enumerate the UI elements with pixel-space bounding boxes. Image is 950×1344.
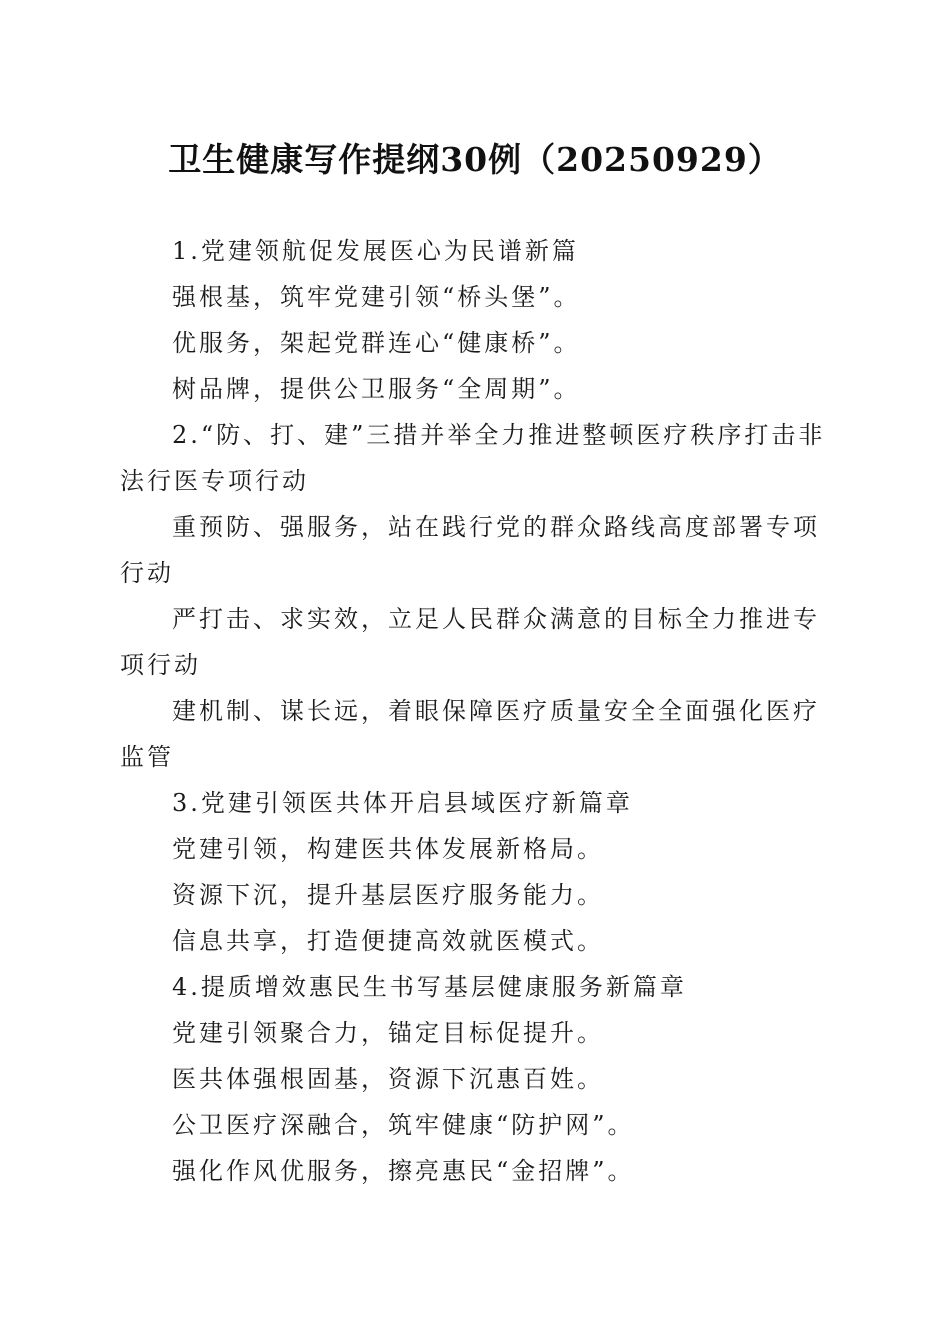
document-title: 卫生健康写作提纲30例（20250929） bbox=[168, 140, 782, 179]
paragraph: 树品牌，提供公卫服务“全周期”。 bbox=[172, 375, 581, 403]
paragraph: 重预防、强服务，站在践行党的群众路线高度部署专项行动 bbox=[120, 513, 820, 587]
paragraph: 党建引领，构建医共体发展新格局。 bbox=[172, 835, 604, 863]
paragraph: 党建引领聚合力，锚定目标促提升。 bbox=[172, 1019, 604, 1047]
heading-3: 3.党建引领医共体开启县域医疗新篇章 bbox=[172, 789, 633, 817]
heading-1: 1.党建领航促发展医心为民谱新篇 bbox=[172, 237, 579, 265]
paragraph: 强化作风优服务，擦亮惠民“金招牌”。 bbox=[172, 1157, 635, 1185]
paragraph: 信息共享，打造便捷高效就医模式。 bbox=[172, 927, 604, 955]
document-body bbox=[120, 228, 826, 1194]
paragraph: 公卫医疗深融合，筑牢健康“防护网”。 bbox=[172, 1111, 635, 1139]
paragraph: 强根基，筑牢党建引领“桥头堡”。 bbox=[172, 283, 581, 311]
heading-4: 4.提质增效惠民生书写基层健康服务新篇章 bbox=[172, 973, 687, 1001]
paragraph: 严打击、求实效，立足人民群众满意的目标全力推进专项行动 bbox=[120, 605, 820, 679]
paragraph: 医共体强根固基，资源下沉惠百姓。 bbox=[172, 1065, 604, 1093]
paragraph: 建机制、谋长远，着眼保障医疗质量安全全面强化医疗监管 bbox=[120, 697, 820, 771]
paragraph: 资源下沉，提升基层医疗服务能力。 bbox=[172, 881, 604, 909]
paragraph: 优服务，架起党群连心“健康桥”。 bbox=[172, 329, 581, 357]
heading-2: 2.“防、打、建”三措并举全力推进整顿医疗秩序打击非法行医专项行动 bbox=[120, 421, 826, 495]
